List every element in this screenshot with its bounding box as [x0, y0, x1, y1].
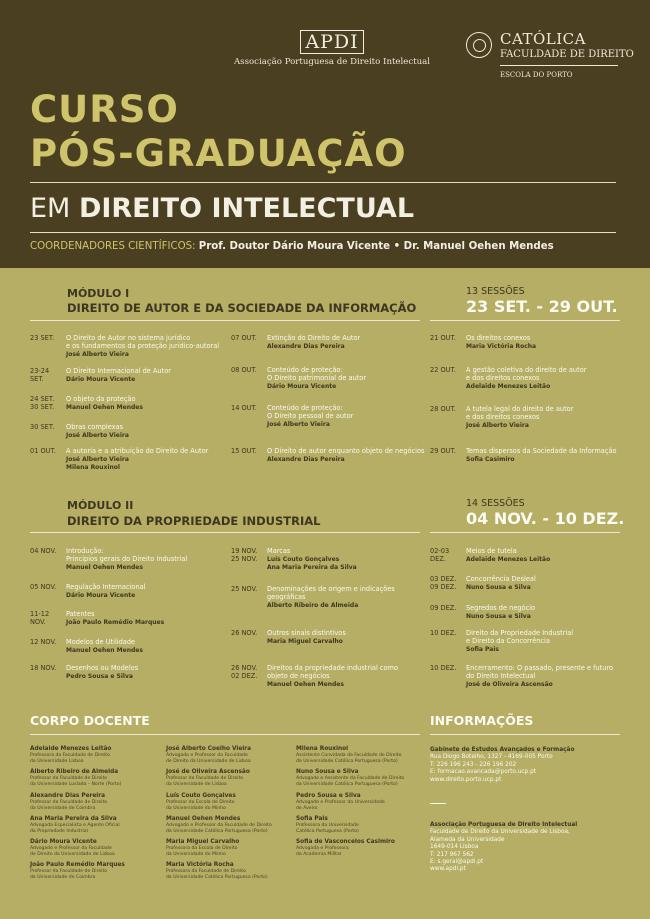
- faculty-rule: [30, 734, 420, 735]
- session-speaker: José Alberto Vieira: [466, 421, 529, 429]
- session-date: 30 SET.: [30, 423, 55, 431]
- session-date: 05 NOV.: [30, 583, 57, 591]
- title-curso: CURSO: [30, 88, 179, 131]
- faculty-member: [166, 746, 291, 764]
- session-title: Desenhos ou Modelos: [66, 664, 139, 672]
- faculty-affiliation: Advogado e Professor da Faculdade de Direito da Universidade de Lisboa: [166, 753, 251, 764]
- session-title: Modelos de Utilidade: [66, 638, 136, 646]
- faculty-member: [30, 793, 155, 811]
- session-speaker: Manuel Oehen Mendes: [66, 646, 143, 654]
- session-title: Extinção do Direito de Autor: [267, 334, 361, 342]
- session-title: Outros sinais distintivos: [267, 629, 346, 637]
- session-speaker: Alberto Ribeiro de Almeida: [267, 601, 359, 609]
- info-apdi-postal: 1649-014 Lisboa: [430, 844, 479, 851]
- session-title: Regulação Internacional: [66, 583, 146, 591]
- title-main: DIREITO INTELECTUAL: [78, 193, 415, 224]
- session-title: Direitos da propriedade industrial como objeto de negócios: [267, 664, 398, 681]
- session-date: 04 NOV.: [30, 547, 57, 555]
- faculty-member: [166, 839, 291, 857]
- session-date: 12 NOV.: [30, 638, 57, 646]
- session-date: 23-24 SET.: [30, 367, 50, 384]
- faculty-affiliation: Advogado e Professor da Faculdade de Direito da Universidade de Lisboa: [30, 846, 115, 857]
- session-speaker: Manuel Oehen Mendes: [66, 403, 143, 411]
- faculty-affiliation: Assistente Convidada da Faculdade de Direito da Universidade Católica Portuguesa (Porto): [296, 753, 402, 764]
- info-apdi-web[interactable]: www.apdi.pt: [430, 866, 466, 873]
- session-title: A tutela legal do direito de autor e dos direitos conexos: [466, 405, 574, 422]
- faculty-name: Nuno Sousa e Silva: [296, 769, 359, 775]
- faculty-member: [296, 769, 421, 787]
- faculty-title: CORPO DOCENTE: [30, 713, 150, 728]
- info-apdi-head: Associação Portuguesa de Direito Intelectual: [430, 822, 578, 828]
- session-speaker: Manuel Oehen Mendes: [66, 563, 143, 571]
- info-block-gabinete: [430, 747, 620, 784]
- session-title: O objeto da proteção: [66, 395, 136, 403]
- session-title: Meios de tutela: [466, 547, 517, 555]
- faculty-name: Sofia Pais: [296, 816, 328, 822]
- session-speaker: Dário Moura Vicente: [66, 591, 136, 599]
- session-title: O Direito Internacional de Autor: [66, 367, 171, 375]
- faculty-affiliation: Professor da Faculdade de Direito da Universidade Lusíada – Norte (Porto): [30, 776, 122, 787]
- session-title: Patentes: [66, 610, 95, 618]
- session-title: A autoria e a atribuição do Direito de Autor: [66, 447, 209, 455]
- session-date: 23 SET.: [30, 334, 55, 342]
- faculty-affiliation: Professora da Faculdade de Direito da Universidade Católica Portuguesa (Porto): [166, 869, 268, 880]
- session-date: 21 OUT.: [430, 334, 456, 342]
- faculty-name: Luís Couto Gonçalves: [166, 793, 236, 799]
- session-speaker: Sofia Casimiro: [466, 455, 515, 463]
- info-apdi-phone: T: 217 967 562: [430, 851, 474, 858]
- session-speaker: José Alberto Vieira Milena Rouxinol: [66, 455, 129, 471]
- info-separator: [430, 803, 446, 804]
- session-date: 10 DEZ.: [430, 664, 457, 672]
- faculty-name: José de Oliveira Ascensão: [166, 769, 250, 775]
- module2-sessions: 14 SESSÕES: [466, 498, 525, 509]
- title-direito-intelectual: [30, 193, 414, 225]
- info-apdi-email[interactable]: E: s.geral@apdi.pt: [430, 859, 484, 866]
- session-date: 25 NOV.: [231, 585, 258, 593]
- info-rule: [430, 734, 620, 735]
- faculty-member: [166, 793, 291, 811]
- session-date: 18 NOV.: [30, 664, 57, 672]
- faculty-member: [30, 746, 155, 764]
- catolica-seal-icon: [466, 32, 492, 58]
- session-date: 14 OUT.: [231, 404, 257, 412]
- session-title: Introdução: Princípios gerais do Direito Industrial: [66, 547, 188, 564]
- session-speaker: Nuno Sousa e Silva: [466, 583, 531, 591]
- module1-rule-right: [430, 320, 620, 321]
- session-speaker: Manuel Oehen Mendes: [267, 680, 344, 688]
- catolica-school: ESCOLA DO PORTO: [500, 71, 573, 79]
- faculty-member: [296, 816, 421, 834]
- catolica-divider: [500, 65, 618, 66]
- faculty-affiliation: Professora da Universidade Católica Portuguesa (Porto): [296, 823, 359, 834]
- session-date: 29 OUT.: [430, 447, 456, 455]
- info-apdi-address1: Faculdade de Direito da Universidade de Lisboa,: [430, 829, 570, 836]
- faculty-member: [30, 839, 155, 857]
- faculty-affiliation: Professora da Faculdade de Direito da Universidade Lisboa: [30, 753, 110, 764]
- module1-range: 23 SET. - 29 OUT.: [466, 297, 618, 316]
- faculty-name: João Paulo Remédio Marques: [30, 862, 125, 868]
- faculty-member: [30, 816, 155, 834]
- apdi-logo: [232, 30, 432, 67]
- session-title: Direito da Propriedade Industrial e Direito da Concorrência: [466, 629, 574, 646]
- info-gabinete-web[interactable]: www.direito.porto.ucp.pt: [430, 776, 502, 783]
- faculty-affiliation: Advogado e Professor da Faculdade de Direito da Universidade Católica Portuguesa (Porto): [166, 823, 272, 834]
- session-title: A gestão coletiva do direito de autor e dos direitos conexos: [466, 366, 587, 383]
- faculty-name: Manuel Oehen Mendes: [166, 816, 241, 822]
- session-title: Conteúdo de proteção: O Direito patrimonial de autor: [267, 366, 367, 383]
- session-speaker: João Paulo Remédio Marques: [66, 618, 165, 626]
- session-date: 26 NOV.: [231, 629, 258, 637]
- module2-title: DIREITO DA PROPRIEDADE INDUSTRIAL: [67, 514, 321, 528]
- session-date: 24 SET. 30 SET.: [30, 395, 55, 412]
- session-date: 03 DEZ. 09 DEZ.: [430, 575, 457, 592]
- faculty-name: Ana Maria Pereira da Silva: [30, 816, 117, 822]
- faculty-name: Alexandre Dias Pereira: [30, 793, 106, 799]
- info-title: INFORMAÇÕES: [430, 713, 534, 728]
- module2-rule-right: [430, 532, 620, 533]
- session-speaker: Nuno Sousa e Silva: [466, 612, 531, 620]
- session-speaker: Adelaide Menezes Leitão: [466, 555, 551, 563]
- faculty-affiliation: Professor da Escola de Direito da Universidade do Minho: [166, 800, 235, 811]
- faculty-name: Alberto Ribeiro de Almeida: [30, 769, 119, 775]
- faculty-affiliation: Professora da Escola de Direito da Universidade do Minho: [166, 846, 238, 857]
- session-speaker: Maria Victória Rocha: [466, 342, 537, 350]
- module1-label: MÓDULO I: [67, 287, 130, 300]
- faculty-member: [296, 793, 421, 811]
- module1-title: DIREITO DE AUTOR E DA SOCIEDADE DA INFORMAÇÃO: [67, 301, 417, 315]
- faculty-member: [166, 862, 291, 880]
- module1-sessions: 13 SESSÕES: [466, 286, 525, 297]
- faculty-name: Sofia de Vasconcelos Casimiro: [296, 839, 395, 845]
- session-speaker: Sofia Pais: [466, 645, 499, 653]
- info-gabinete-email[interactable]: E: formacao.avancada@porto.ucp.pt: [430, 769, 537, 776]
- apdi-name: Associação Portuguesa de Direito Intelectual: [233, 57, 431, 67]
- session-date: 09 DEZ.: [430, 604, 457, 612]
- session-title: Segredos de negócio: [466, 604, 536, 612]
- session-speaker: Maria Miguel Carvalho: [267, 637, 343, 645]
- session-date: 15 OUT.: [231, 447, 257, 455]
- info-gabinete-head: Gabinete de Estudos Avançados e Formação: [430, 747, 575, 753]
- module2-rule: [30, 532, 420, 533]
- session-date: 07 OUT.: [231, 334, 257, 342]
- session-title: Obras complexas: [66, 423, 124, 431]
- faculty-member: [30, 862, 155, 880]
- session-speaker: José Alberto Vieira: [66, 350, 129, 358]
- faculty-member: [166, 816, 291, 834]
- faculty-name: Dário Moura Vicente: [30, 839, 97, 845]
- session-date: 19 NOV. 25 NOV.: [231, 547, 258, 564]
- session-speaker: Pedro Sousa e Silva: [66, 672, 133, 680]
- session-date: 28 OUT.: [430, 405, 456, 413]
- faculty-affiliation: Advogado e Assistente da Faculdade de Direito da Universidade Católica Portuguesa (Porto): [296, 776, 405, 787]
- session-title: O Direito de Autor no sistema jurídico e os fundamentos da proteção jurídico-autoral: [66, 334, 220, 351]
- session-title: Concorrência Desleal: [466, 575, 536, 583]
- session-speaker: José de Oliveira Ascensão: [466, 680, 553, 688]
- faculty-name: Pedro Sousa e Silva: [296, 793, 361, 799]
- session-date: 22 OUT.: [430, 366, 456, 374]
- module2-label: MÓDULO II: [67, 499, 134, 512]
- faculty-name: Adelaide Menezes Leitão: [30, 746, 112, 752]
- session-title: Os direitos conexos: [466, 334, 531, 342]
- faculty-name: Maria Miguel Carvalho: [166, 839, 240, 845]
- faculty-name: José Alberto Coelho Vieira: [166, 746, 252, 752]
- faculty-affiliation: Professor da Faculdade de Direito da Universidade de Lisboa: [166, 776, 244, 787]
- session-title: Encerramento: O passado, presente e futuro do Direito Intelectual: [466, 664, 614, 681]
- session-title: O Direito de autor enquanto objeto de negócios: [267, 447, 425, 455]
- info-block-apdi: [430, 822, 620, 874]
- session-speaker: Dário Moura Vicente: [66, 375, 136, 383]
- apdi-logo-mark: APDI: [300, 30, 363, 54]
- catolica-name: CATÓLICA: [500, 30, 586, 48]
- title-rule-top: [30, 182, 616, 183]
- faculty-name: Maria Victória Rocha: [166, 862, 234, 868]
- session-speaker: Alexandre Dias Pereira: [267, 342, 345, 350]
- module2-range: 04 NOV. - 10 DEZ.: [466, 509, 625, 528]
- faculty-affiliation: Professor da Faculdade de Direito da Universidade de Coimbra: [30, 869, 108, 880]
- session-speaker: José Alberto Vieira: [267, 420, 330, 428]
- session-date: 10 DEZ.: [430, 629, 457, 637]
- faculty-member: [166, 769, 291, 787]
- module1-rule: [30, 320, 420, 321]
- info-apdi-address2: Alameda da Universidade: [430, 836, 505, 843]
- info-gabinete-address: Rua Diogo Botelho, 1327 - 4169-005 Porto: [430, 754, 553, 761]
- session-date: 08 OUT.: [231, 366, 257, 374]
- session-date: 02-03 DEZ.: [430, 547, 450, 564]
- faculty-affiliation: Advogada Especialista e Agente Oficial da Propriedade Industrial: [30, 823, 120, 834]
- coordinators-label: COORDENADORES CIENTÍFICOS:: [30, 241, 196, 252]
- session-title: Marcas: [267, 547, 291, 555]
- session-speaker: José Alberto Vieira: [66, 431, 129, 439]
- session-title: Denominações de origem e indicações geográficas: [267, 585, 395, 602]
- session-speaker: Dário Moura Vicente: [267, 382, 337, 390]
- faculty-name: Milena Rouxinol: [296, 746, 349, 752]
- session-date: 26 NOV. 02 DEZ.: [231, 664, 258, 681]
- session-date: 01 OUT.: [30, 447, 56, 455]
- title-pos-graduacao: PÓS-GRADUAÇÃO: [30, 132, 407, 175]
- catolica-faculty: FACULDADE DE DIREITO: [500, 49, 634, 60]
- faculty-affiliation: Advogado e Professor da Universidade de Aveiro: [296, 800, 385, 811]
- faculty-member: [30, 769, 155, 787]
- session-speaker: Adelaide Menezes Leitão: [466, 382, 551, 390]
- faculty-member: [296, 746, 421, 764]
- title-em: EM: [30, 193, 79, 224]
- faculty-member: [296, 839, 421, 857]
- session-title: Temas dispersos da Sociedade da Informação: [466, 447, 617, 455]
- session-title: Conteúdo de proteção: O Direito pessoal de autor: [267, 404, 354, 421]
- session-speaker: Alexandre Dias Pereira: [267, 455, 345, 463]
- session-date: 11-12 NOV.: [30, 610, 50, 627]
- info-gabinete-phone: T: 226 196 243 - 226 196 202: [430, 761, 517, 768]
- title-rule-bottom: [30, 232, 616, 233]
- coordinators: [30, 241, 554, 252]
- faculty-affiliation: Professor da Faculdade de Direito da Universidade de Coimbra: [30, 800, 108, 811]
- faculty-affiliation: Advogada e Professora da Academia Militar: [296, 846, 349, 857]
- coordinators-names: Prof. Doutor Dário Moura Vicente • Dr. Manuel Oehen Mendes: [198, 241, 554, 252]
- session-speaker: Luís Couto Gonçalves Ana Maria Pereira da Silva: [267, 555, 357, 571]
